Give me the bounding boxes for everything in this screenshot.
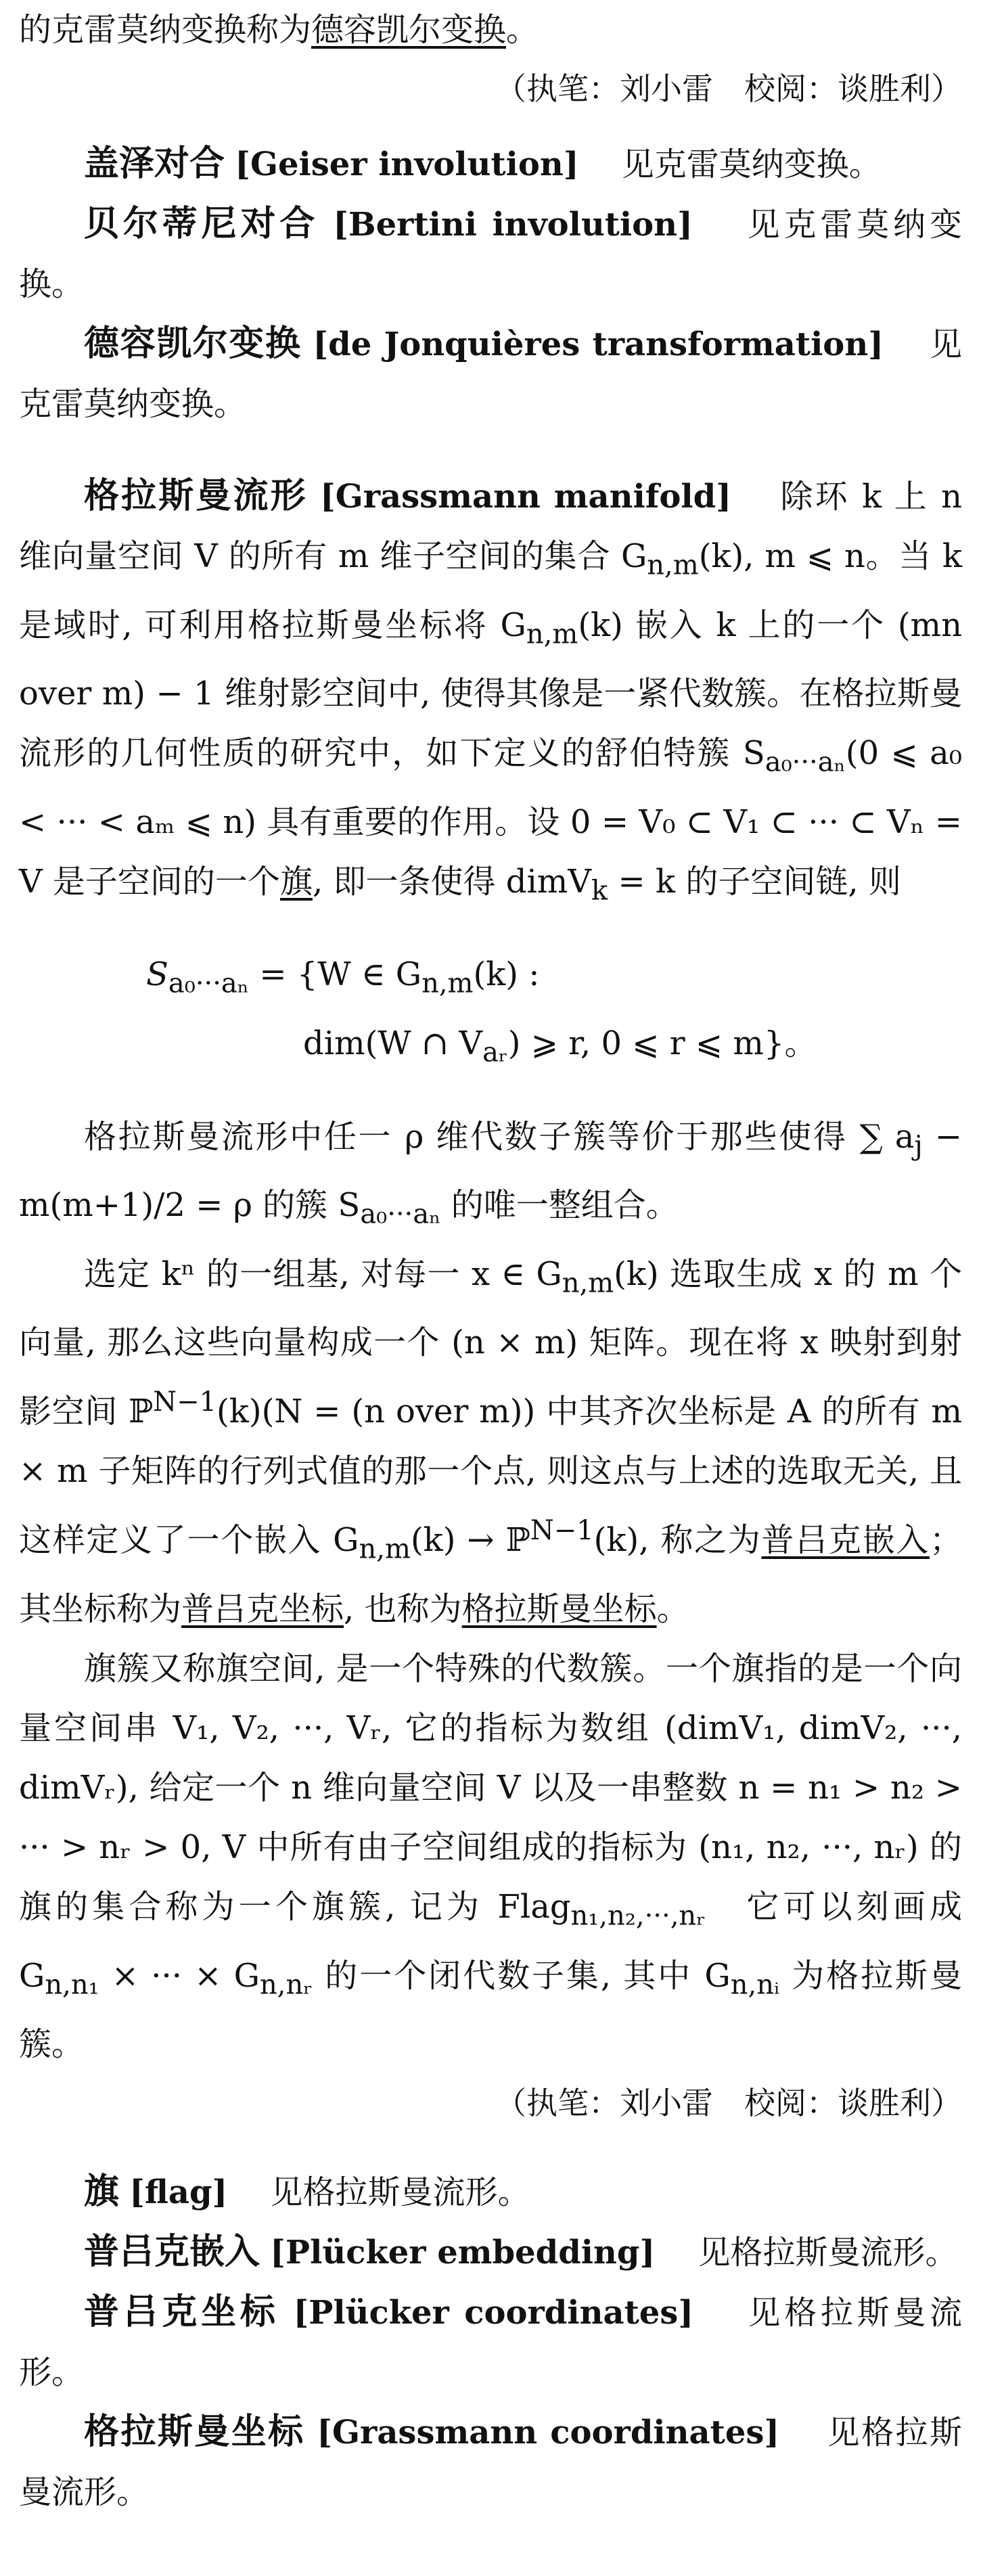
subscript: n,m [647, 549, 699, 581]
entry-bertini [19, 194, 962, 314]
subscript: n,nᵣ [259, 1969, 313, 2001]
entry-body: (k) 嵌入 k 上的一个 (mn over m) − 1 维射影空间中, 使得其像是一紧代数簇。在格拉斯曼流形的几何性质的研究中，如下定义的舒伯特簇 S [19, 606, 962, 773]
subscript: n,nᵢ [730, 1969, 780, 2001]
subscript: n,m [526, 618, 578, 650]
entry-grassmann-coordinates [19, 2402, 962, 2522]
author-credit: （执笔：刘小雷 校阅：谈胜利） [495, 70, 962, 107]
paragraph-plucker [19, 1244, 962, 1639]
spacer [19, 2148, 962, 2162]
entry-heading: 德容凯尔变换 [84, 323, 302, 364]
text: 。 [506, 11, 539, 49]
entry-english-term: [Grassmann manifold] [320, 478, 731, 516]
text: 的唯一整组合。 [440, 1186, 679, 1225]
entry-heading: 普吕克嵌入 [84, 2232, 260, 2273]
equation-line-2 [146, 1014, 962, 1083]
math: = {W ∈ G [249, 955, 422, 994]
text: 的克雷莫纳变换称为 [19, 11, 312, 49]
entry-grassmann-manifold [19, 466, 962, 920]
entry-body: (k), m ⩽ n。当 k 是域时, 可利用格拉斯曼坐标将 G [19, 537, 962, 644]
entry-flag [19, 2162, 962, 2222]
entry-plucker-embedding [19, 2222, 962, 2282]
entry-english-term: [Bertini involution] [333, 206, 693, 244]
entry-body: 除环 k 上 n 维向量空间 V 的所有 m 维子空间的集合 G [19, 478, 962, 575]
entry-english-term: [Plücker coordinates] [293, 2294, 694, 2332]
text: 为格拉斯曼簇。 [19, 1956, 962, 2064]
spacer [19, 434, 962, 466]
text: (k) → ℙ [410, 1521, 530, 1560]
text: − m(m+1)/2 = ρ 的簇 S [19, 1117, 962, 1225]
entry-body: 见克雷莫纳变换。 [19, 206, 962, 303]
cross-reference-link[interactable]: 德容凯尔变换 [311, 11, 507, 49]
text: 格拉斯曼流形中任一 ρ 维代数子簇等价于那些使得 ∑ a [84, 1117, 915, 1156]
math: ) ⩾ r, 0 ⩽ r ⩽ m}。 [507, 1024, 817, 1062]
text: 的一个闭代数子集, 其中 G [313, 1956, 731, 1995]
entry-english-term: [de Jonquières transformation] [313, 325, 884, 363]
entry-english-term: [Plücker embedding] [270, 2234, 656, 2272]
text: × ··· × G [99, 1956, 260, 1995]
entry-english-term: [flag] [129, 2173, 228, 2212]
text: (k) 选取生成 x 的 m 个向量, 那么这些向量构成一个 (n × m) 矩阵。现在将 x 映射到射影空间 ℙ [19, 1255, 962, 1431]
subscript: a₀···aₙ [765, 746, 846, 778]
subscript: n,m [421, 968, 474, 999]
cross-reference-link[interactable]: 普吕克坐标 [181, 1589, 344, 1628]
subscript: n,m [562, 1267, 614, 1299]
subscript: a₀···aₙ [168, 968, 250, 999]
entry-body: (0 ⩽ a₀ < ··· < aₘ ⩽ n) 具有重要的作用。设 0 = V₀ ⊂ V₁ ⊂ ··· ⊂ Vₙ = V 是子空间的一个 [19, 734, 962, 901]
equation-line-1 [146, 945, 962, 1014]
text: 旗簇又称旗空间, 是一个特殊的代数簇。一个旗指的是一个向量空间串 V₁, V₂, ···, Vᵣ, 它的指标为数组 (dimV₁, dimV₂, ···, dimVᵣ), 给定一个 n 维向量空间 V 以及一串整数 n = n₁ > n₂ > ··· > nᵣ > 0, V 中所有由子空间组成的指标为 (n₁, n₂, ···, nᵣ) 的旗的集合称为一个旗簇, 记为 Flag [19, 1649, 962, 1926]
entry-heading: 旗 [84, 2171, 120, 2213]
subscript: aᵣ [482, 1037, 508, 1068]
entry-body: = k 的子空间链, 则 [608, 862, 901, 901]
entry-english-term: [Grassmann coordinates] [317, 2414, 780, 2452]
subscript: n,m [359, 1533, 411, 1565]
text: (k)(N = (n over m)) 中其齐次坐标是 A 的所有 m × m 子矩阵的行列式值的那一个点, 则这点与上述的选取无关, 且这样定义了一个嵌入 G [19, 1393, 962, 1560]
text: , 也称为 [344, 1589, 462, 1628]
author-credit: （执笔：刘小雷 校阅：谈胜利） [495, 2085, 962, 2122]
entry-body: 见克雷莫纳变换。 [19, 325, 962, 423]
text: 选定 kⁿ 的一组基, 对每一 x ∈ G [84, 1255, 562, 1293]
entry-english-term: [Geiser involution] [235, 145, 579, 183]
entry-heading: 贝尔蒂尼对合 [84, 204, 319, 244]
entry-jonquieres [19, 314, 962, 434]
subscript: n₁,n₂,···,nᵣ [570, 1900, 706, 1932]
entry-geiser [19, 134, 962, 194]
subscript: j [914, 1130, 923, 1162]
paragraph-subvariety [19, 1107, 962, 1244]
superscript: N−1 [530, 1515, 594, 1547]
entry-plucker-coordinates [19, 2282, 962, 2402]
entry-heading: 格拉斯曼流形 [84, 476, 308, 516]
entry-body: , 即一条使得 dimV [312, 862, 591, 901]
entry-body: 见格拉斯曼流形。 [19, 2414, 962, 2512]
text: 。 [656, 1589, 689, 1628]
cross-reference-link[interactable]: 格拉斯曼坐标 [461, 1589, 657, 1628]
entry-heading: 盖泽对合 [84, 143, 225, 184]
subscript: a₀···aₙ [360, 1198, 441, 1230]
entry-body: 见克雷莫纳变换。 [621, 145, 882, 183]
paragraph-flag-variety [19, 1639, 962, 2074]
math: S [146, 955, 168, 994]
cross-reference-link[interactable]: 普吕克嵌入 [761, 1521, 930, 1560]
subscript: n,n₁ [45, 1969, 99, 2001]
superscript: N−1 [153, 1386, 217, 1418]
math: dim(W ∩ V [303, 1024, 483, 1062]
text: ；其坐标称为 [19, 1521, 962, 1628]
paragraph-top [19, 0, 962, 60]
text: 它可以刻画成 G [19, 1887, 962, 1995]
math: (k) : [473, 955, 540, 994]
subscript: k [591, 875, 608, 907]
entry-body: 见格拉斯曼流形。 [270, 2173, 530, 2212]
entry-body: 见格拉斯曼流形。 [698, 2234, 958, 2272]
entry-heading: 格拉斯曼坐标 [84, 2412, 305, 2453]
display-equation [146, 945, 962, 1082]
text: (k), 称之为 [593, 1521, 762, 1560]
entry-body: 见格拉斯曼流形。 [19, 2294, 963, 2392]
cross-reference-link[interactable]: 旗 [279, 862, 313, 901]
entry-heading: 普吕克坐标 [84, 2292, 279, 2333]
